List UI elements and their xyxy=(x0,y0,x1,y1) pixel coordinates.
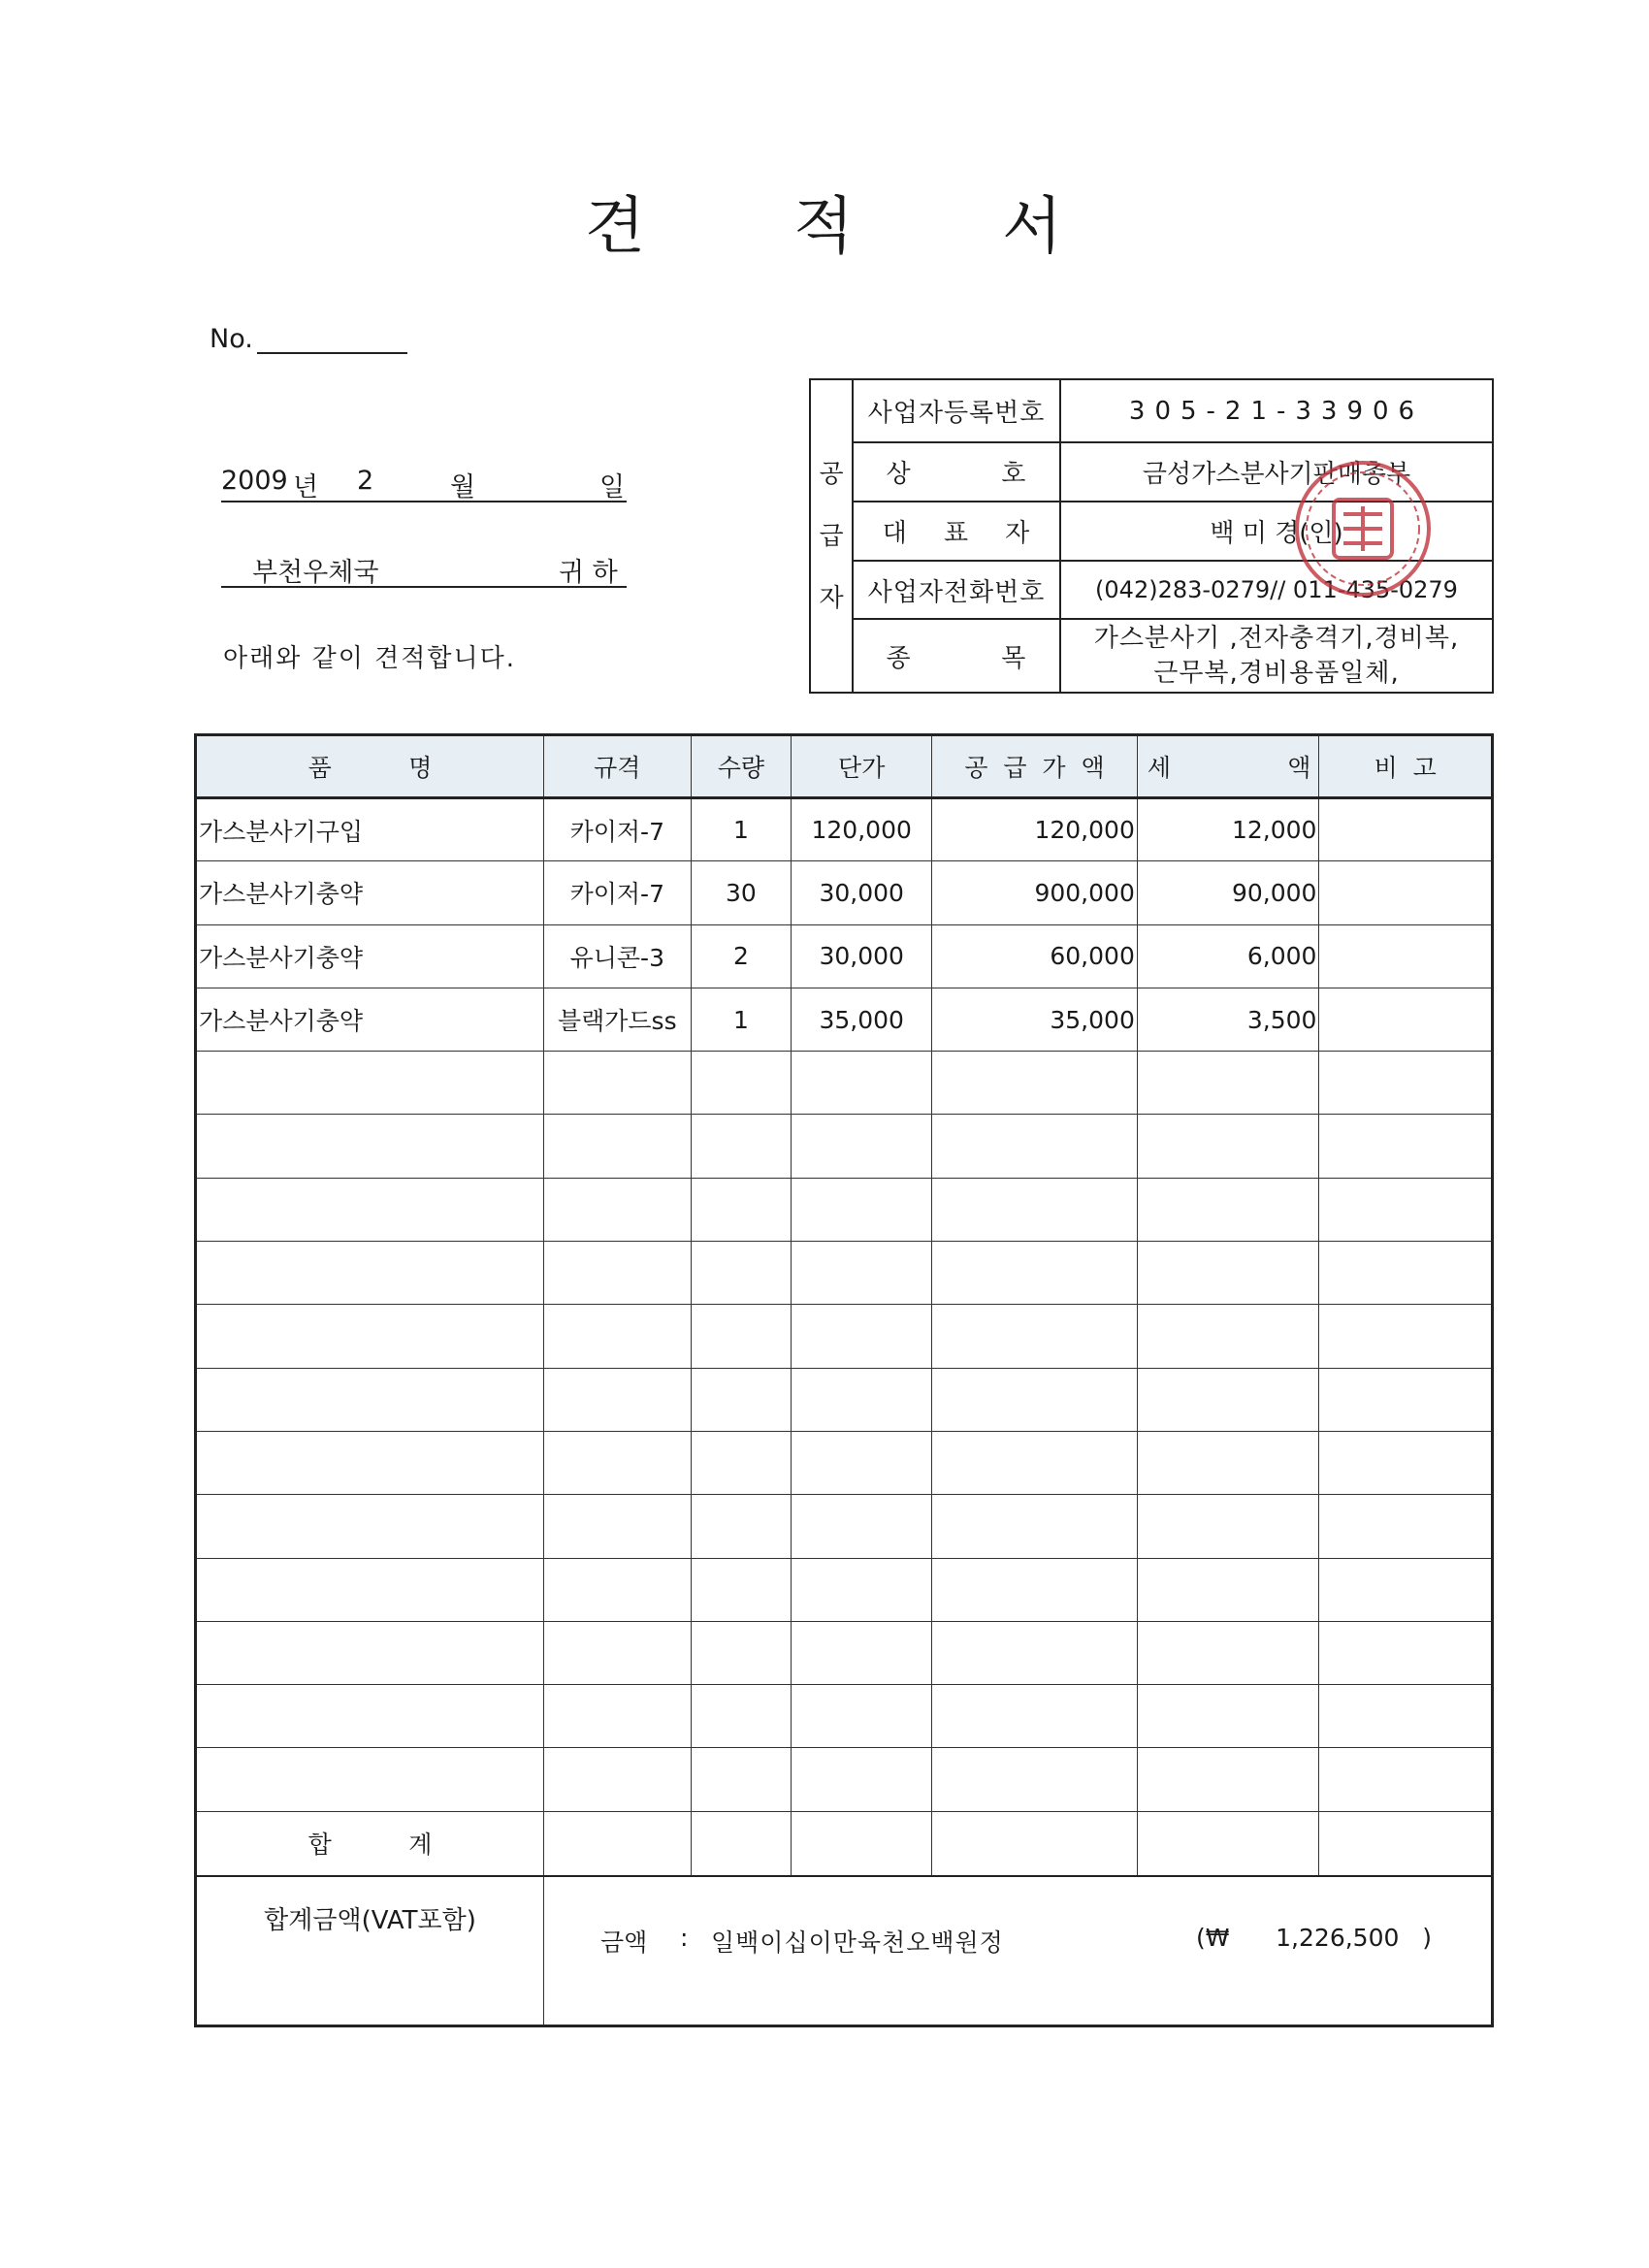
grand-total-amount xyxy=(544,1876,1493,2026)
date-day-unit: 일 xyxy=(599,472,626,502)
item-unit-price: 30,000 xyxy=(792,924,932,988)
item-supply-amount: 60,000 xyxy=(932,924,1138,988)
item-qty: 1 xyxy=(691,798,792,861)
date-year: 2009 xyxy=(221,466,288,496)
blank-table-row xyxy=(196,1115,1493,1178)
title-char: 견 xyxy=(585,191,647,263)
blank-table-row xyxy=(196,1748,1493,1811)
business-items-line: 근무복,경비용품일체, xyxy=(1153,659,1400,688)
header-tax-right: 액 xyxy=(1287,754,1311,782)
header-spec: 규격 xyxy=(544,735,692,798)
item-unit-price: 30,000 xyxy=(792,861,932,924)
blank-table-row xyxy=(196,1431,1493,1494)
supplier-label-char: 급 xyxy=(819,521,844,551)
business-items-line: 가스분사기 ,전자충격기,경비복, xyxy=(1093,624,1460,653)
header-tax xyxy=(1137,735,1319,798)
table-row xyxy=(196,924,1493,988)
blank-table-row xyxy=(196,1621,1493,1684)
document-number xyxy=(210,324,407,354)
blank-table-row xyxy=(196,1558,1493,1621)
supplier-row-label: 종 목 xyxy=(853,619,1060,693)
item-qty: 30 xyxy=(691,861,792,924)
document-title xyxy=(0,177,1649,266)
item-qty: 2 xyxy=(691,924,792,988)
item-spec: 유니콘-3 xyxy=(544,924,692,988)
date-line xyxy=(221,466,627,502)
item-name: 가스분사기구입 xyxy=(196,798,544,861)
item-tax: 3,500 xyxy=(1137,988,1319,1051)
blank-table-row xyxy=(196,1685,1493,1748)
amount-in-words: 일백이십이만육천오백원정 xyxy=(711,1928,1004,1957)
date-month-unit: 월 xyxy=(450,472,476,502)
item-name: 가스분사기충약 xyxy=(196,861,544,924)
header-name: 품 명 xyxy=(196,735,544,798)
table-row xyxy=(196,861,1493,924)
item-supply-amount: 900,000 xyxy=(932,861,1138,924)
item-qty: 1 xyxy=(691,988,792,1051)
item-spec: 카이저-7 xyxy=(544,798,692,861)
blank-table-row xyxy=(196,1242,1493,1305)
table-row xyxy=(196,988,1493,1051)
supplier-row-label: 사업자등록번호 xyxy=(853,379,1060,442)
doc-no-blank xyxy=(257,327,407,354)
total-row xyxy=(196,1811,1493,1876)
header-qty: 수량 xyxy=(691,735,792,798)
table-row xyxy=(196,798,1493,861)
supplier-row-label: 상 호 xyxy=(853,442,1060,502)
item-spec: 카이저-7 xyxy=(544,861,692,924)
supplier-row-label: 사업자전화번호 xyxy=(853,561,1060,619)
supplier-vertical-label xyxy=(810,379,853,693)
amount-colon: : xyxy=(680,1923,689,1952)
item-note xyxy=(1319,924,1493,988)
total-label: 합 계 xyxy=(196,1811,544,1876)
recipient-line xyxy=(221,551,627,588)
header-unit-price: 단가 xyxy=(792,735,932,798)
amount-numeric: (₩ 1,226,500 ) xyxy=(1196,1923,1432,1952)
item-spec: 블랙가드ss xyxy=(544,988,692,1051)
recipient-name: 부천우체국 xyxy=(252,558,379,588)
item-name: 가스분사기충약 xyxy=(196,924,544,988)
title-char: 적 xyxy=(793,191,856,263)
header-tax-left: 세 xyxy=(1147,754,1172,782)
amount-label: 금액 xyxy=(600,1928,648,1957)
item-tax: 90,000 xyxy=(1137,861,1319,924)
phone-number: (042)283-0279// 011-435-0279 xyxy=(1060,561,1493,619)
representative-name: 백 미 경(인) xyxy=(1060,502,1493,561)
header-supply-amount: 공 급 가 액 xyxy=(932,735,1138,798)
item-note xyxy=(1319,861,1493,924)
title-char: 서 xyxy=(1002,191,1064,263)
supplier-label-char: 공 xyxy=(819,459,844,489)
date-month: 2 xyxy=(357,466,374,496)
item-note xyxy=(1319,798,1493,861)
intro-text: 아래와 같이 견적합니다. xyxy=(223,644,516,673)
blank-table-row xyxy=(196,1368,1493,1431)
date-year-unit: 년 xyxy=(293,472,319,502)
grand-total-row xyxy=(196,1876,1493,2026)
recipient-honorific: 귀 하 xyxy=(559,558,618,588)
item-tax: 12,000 xyxy=(1137,798,1319,861)
blank-table-row xyxy=(196,1495,1493,1558)
supplier-row-label: 대 표 자 xyxy=(853,502,1060,561)
item-supply-amount: 35,000 xyxy=(932,988,1138,1051)
item-unit-price: 35,000 xyxy=(792,988,932,1051)
supplier-label-char: 자 xyxy=(819,583,844,613)
business-reg-number: 305-21-33906 xyxy=(1060,379,1493,442)
table-header-row xyxy=(196,735,1493,798)
grand-total-label: 합계금액(VAT포함) xyxy=(196,1876,544,2026)
item-supply-amount: 120,000 xyxy=(932,798,1138,861)
supplier-table xyxy=(809,378,1494,694)
item-tax: 6,000 xyxy=(1137,924,1319,988)
blank-table-row xyxy=(196,1305,1493,1368)
blank-table-row xyxy=(196,1178,1493,1241)
header-note: 비 고 xyxy=(1319,735,1493,798)
business-items xyxy=(1060,619,1493,693)
company-name: 금성가스분사기판매총부 xyxy=(1060,442,1493,502)
item-unit-price: 120,000 xyxy=(792,798,932,861)
items-table xyxy=(194,733,1494,2027)
blank-table-row xyxy=(196,1052,1493,1115)
item-note xyxy=(1319,988,1493,1051)
doc-no-label: No. xyxy=(210,324,253,354)
item-name: 가스분사기충약 xyxy=(196,988,544,1051)
